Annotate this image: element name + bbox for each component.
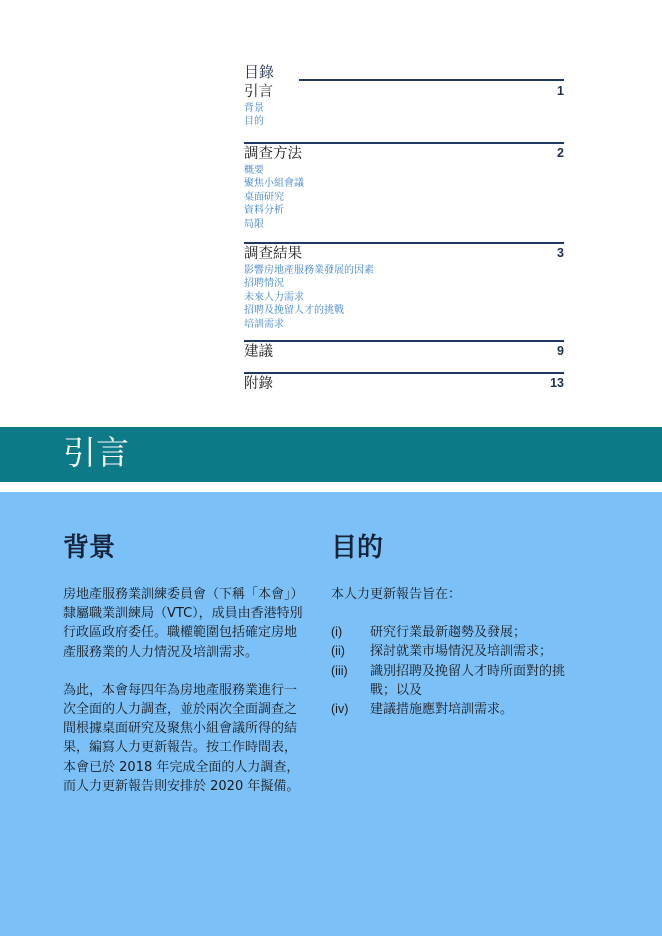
objective-text: 探討就業市場情況及培訓需求；: [370, 644, 553, 660]
objective-item: [331, 662, 575, 700]
toc-sub-item[interactable]: 局限: [244, 218, 264, 230]
list-marker: (ii): [331, 644, 345, 659]
toc-page-number: 2: [557, 146, 564, 160]
list-marker: (iii): [331, 663, 348, 678]
section-band: [0, 427, 662, 482]
toc-section-title[interactable]: 調查方法: [244, 146, 302, 162]
toc-sub-item[interactable]: 招聘及挽留人才的挑戰: [244, 305, 344, 317]
background-paragraph: 為此，本會每四年為房地產服務業進行一次全面的人力調查，並於兩次全面調查之間根據桌面研究及聚焦小組會議所得的結果，編寫人力更新報告。按工作時間表，本會已於 2018 年完成全面的人力調查，而人力更新報告則安排於 2020 年擬備。: [63, 682, 300, 794]
toc-section-title[interactable]: 附錄: [244, 376, 273, 392]
objective-list: [331, 623, 575, 719]
toc-section-title[interactable]: 調查結果: [244, 246, 302, 262]
toc-section-recommendations[interactable]: [244, 340, 564, 362]
objective-text: 建議措施應對培訓需求。: [370, 702, 514, 718]
toc-page-number: 9: [557, 344, 564, 358]
toc-sub-item[interactable]: 概要: [244, 165, 264, 176]
toc-sub-item[interactable]: 聚焦小組會議: [244, 178, 304, 190]
background-paragraph: 房地產服務業訓練委員會（下稱「本會」）隸屬職業訓練局（VTC），成員由香港特別行政區政府委任。職權範圍包括確定房地產服務業的人力情況及培訓需求。: [63, 587, 303, 660]
objective-body: [331, 585, 575, 719]
toc-sub-item[interactable]: 招聘情況: [244, 278, 284, 290]
toc-sub-item[interactable]: 背景: [244, 103, 264, 114]
toc-section-methodology[interactable]: [244, 142, 564, 231]
toc-page-number: 13: [550, 376, 564, 390]
toc-sub-list: [244, 164, 564, 231]
objective-heading: 目的: [331, 533, 384, 563]
toc-section-appendix[interactable]: [244, 372, 564, 394]
objective-item: [331, 700, 575, 719]
toc-sub-item[interactable]: 未來人力需求: [244, 291, 304, 303]
toc-page-number: 3: [557, 246, 564, 260]
objective-item: [331, 642, 575, 661]
toc-sub-list: [244, 264, 564, 331]
toc-sub-item[interactable]: 資料分析: [244, 205, 284, 217]
toc-page-number: 1: [557, 84, 564, 98]
list-marker: (i): [331, 625, 343, 640]
section-title: 引言: [63, 433, 129, 472]
objective-intro: 本人力更新報告旨在：: [331, 587, 462, 602]
background-body: [63, 585, 303, 815]
toc-rule: [244, 142, 564, 144]
toc-title-rule: [299, 79, 564, 81]
toc-section-findings[interactable]: [244, 242, 564, 331]
toc-rule: [244, 372, 564, 374]
toc-sub-item[interactable]: 目的: [244, 116, 264, 128]
content-panel: [0, 492, 662, 936]
toc-sub-item[interactable]: 桌面研究: [244, 191, 284, 203]
table-of-contents: [244, 62, 564, 392]
objective-text: 識別招聘及挽留人才時所面對的挑戰；以及: [370, 663, 566, 698]
toc-section-title[interactable]: 引言: [244, 84, 273, 100]
toc-sub-list: [244, 102, 564, 129]
toc-rule: [244, 340, 564, 342]
objective-item: [331, 623, 575, 642]
objective-text: 研究行業最新趨勢及發展；: [370, 625, 527, 641]
list-marker: (iv): [331, 702, 349, 717]
toc-section-introduction[interactable]: [244, 82, 564, 129]
toc-section-title[interactable]: 建議: [244, 344, 273, 360]
background-heading: 背景: [63, 533, 116, 563]
toc-rule: [244, 242, 564, 244]
toc-sub-item[interactable]: 影響房地產服務業發展的因素: [244, 265, 374, 276]
toc-sub-item[interactable]: 培訓需求: [244, 318, 284, 330]
toc-title: 目錄: [244, 62, 564, 82]
